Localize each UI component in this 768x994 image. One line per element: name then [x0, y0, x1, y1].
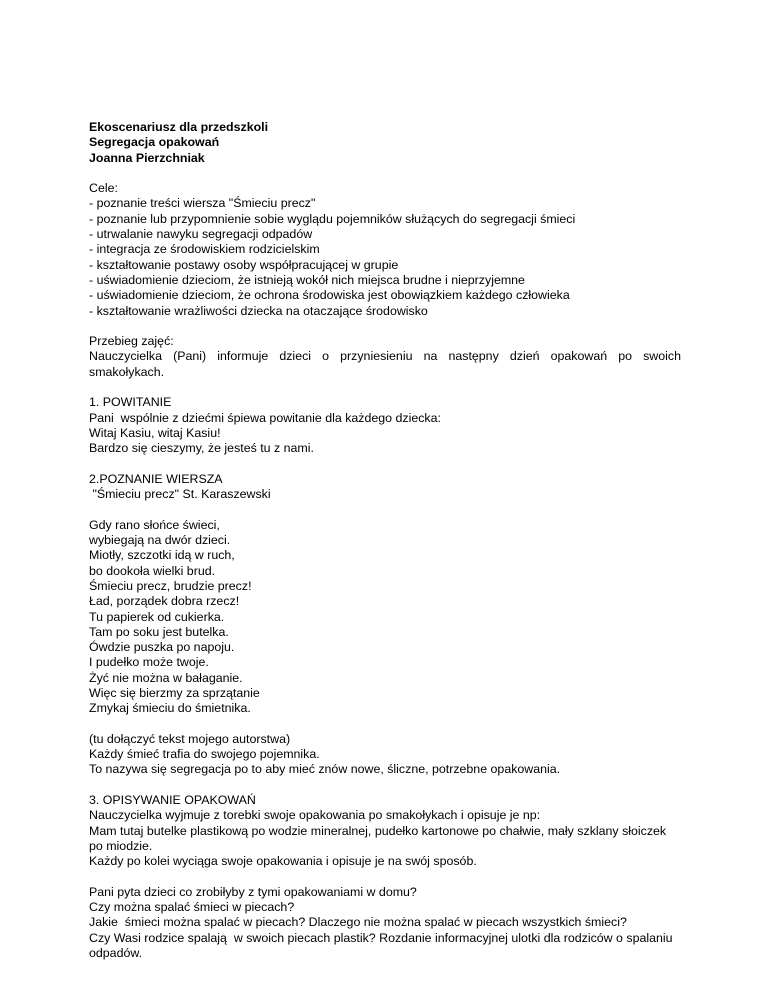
greeting-heading: 1. POWITANIE — [89, 395, 172, 410]
poem-body — [89, 518, 681, 717]
question-line: Jakie śmieci można spalać w piecach? Dlaczego nie można spalać w piecach wszystkich śmieci? — [89, 915, 627, 930]
question-line: Czy Wasi rodzice spalają w swoich piecach plastik? Rozdanie informacyjnej ulotki dla rodziców o spalaniu — [89, 930, 673, 945]
goals-heading: Cele: — [89, 181, 118, 196]
document-subtitle: Segregacja opakowań — [89, 135, 220, 150]
poem-line: Zmykaj śmieciu do śmietnika. — [89, 701, 251, 716]
poem-line: bo dookoła wielki brud. — [89, 563, 216, 578]
document-title: Ekoscenariusz dla przedszkoli — [89, 120, 269, 134]
course-heading: Przebieg zajęć: — [89, 334, 174, 349]
document-page — [89, 120, 681, 977]
questions-section — [89, 885, 681, 961]
goal-item: - kształtowanie wrażliwości dziecka na otaczające środowisko — [89, 303, 428, 318]
poem-source: "Śmieciu precz" St. Karaszewski — [89, 487, 271, 502]
poem-line: Więc się bierzmy za sprzątanie — [89, 685, 260, 700]
goal-item: - kształtowanie postawy osoby współpracującej w grupie — [89, 257, 399, 272]
poem-line: Gdy rano słońce świeci, — [89, 517, 220, 532]
poem-line: Miotły, szczotki idą w ruch, — [89, 548, 235, 563]
describing-section — [89, 793, 681, 869]
goal-item: - poznanie lub przypomnienie sobie wyglądu pojemników służących do segregacji śmieci — [89, 211, 576, 226]
goal-item: - integracja ze środowiskiem rodzicielskim — [89, 242, 320, 257]
describing-heading: 3. OPISYWANIE OPAKOWAŃ — [89, 793, 256, 808]
goal-item: - uświadomienie dzieciom, że istnieją wokół nich miejsca brudne i nieprzyjemne — [89, 272, 525, 287]
poem-line: wybiegają na dwór dzieci. — [89, 533, 231, 548]
describing-line: Nauczycielka wyjmuje z torebki swoje opakowania po smakołykach i opisuje je np: — [89, 808, 541, 823]
poem-intro-section — [89, 472, 681, 503]
goals-section — [89, 181, 681, 319]
poem-line: Ówdzie puszka po napoju. — [89, 640, 235, 655]
describing-line: po miodzie. — [89, 838, 153, 853]
question-line: Czy można spalać śmieci w piecach? — [89, 900, 295, 915]
own-text-line: Każdy śmieć trafia do swojego pojemnika. — [89, 747, 320, 762]
course-text-line: smakołykach. — [89, 364, 165, 379]
poem-line: Tu papierek od cukierka. — [89, 609, 225, 624]
course-text-line: Nauczycielka (Pani) informuje dzieci o przyniesieniu na następny dzień opakowań po swoich — [89, 349, 681, 364]
describing-line: Każdy po kolei wyciąga swoje opakowania i opisuje je na swój sposób. — [89, 854, 477, 869]
poem-line: Tam po soku jest butelka. — [89, 624, 229, 639]
greeting-line: Witaj Kasiu, witaj Kasiu! — [89, 425, 221, 440]
course-section — [89, 334, 681, 380]
poem-heading: 2.POZNANIE WIERSZA — [89, 471, 223, 486]
goal-item: - utrwalanie nawyku segregacji odpadów — [89, 227, 313, 242]
poem-line: Ład, porządek dobra rzecz! — [89, 594, 240, 609]
goal-item: - uświadomienie dzieciom, że ochrona środowiska jest obowiązkiem każdego człowieka — [89, 288, 570, 303]
own-text-line: To nazywa się segregacja po to aby mieć znów nowe, śliczne, potrzebne opakowania. — [89, 762, 561, 777]
poem-line: Żyć nie można w bałaganie. — [89, 670, 243, 685]
document-header — [89, 120, 681, 166]
greeting-section — [89, 395, 681, 456]
describing-line: Mam tutaj butelke plastikową po wodzie mineralnej, pudełko kartonowe po chałwie, mały szklany słoiczek — [89, 823, 667, 838]
own-text-line: (tu dołączyć tekst mojego autorstwa) — [89, 731, 291, 746]
poem-line: Śmieciu precz, brudzie precz! — [89, 578, 252, 593]
greeting-line: Bardzo się cieszymy, że jesteś tu z nami. — [89, 441, 314, 456]
goal-item: - poznanie treści wiersza "Śmieciu precz" — [89, 196, 316, 211]
question-line: odpadów. — [89, 946, 143, 961]
poem-line: I pudełko może twoje. — [89, 655, 209, 670]
own-text-section — [89, 732, 681, 778]
question-line: Pani pyta dzieci co zrobiłyby z tymi opakowaniami w domu? — [89, 884, 417, 899]
greeting-line: Pani wspólnie z dziećmi śpiewa powitanie dla każdego dziecka: — [89, 410, 441, 425]
document-author: Joanna Pierzchniak — [89, 150, 205, 165]
